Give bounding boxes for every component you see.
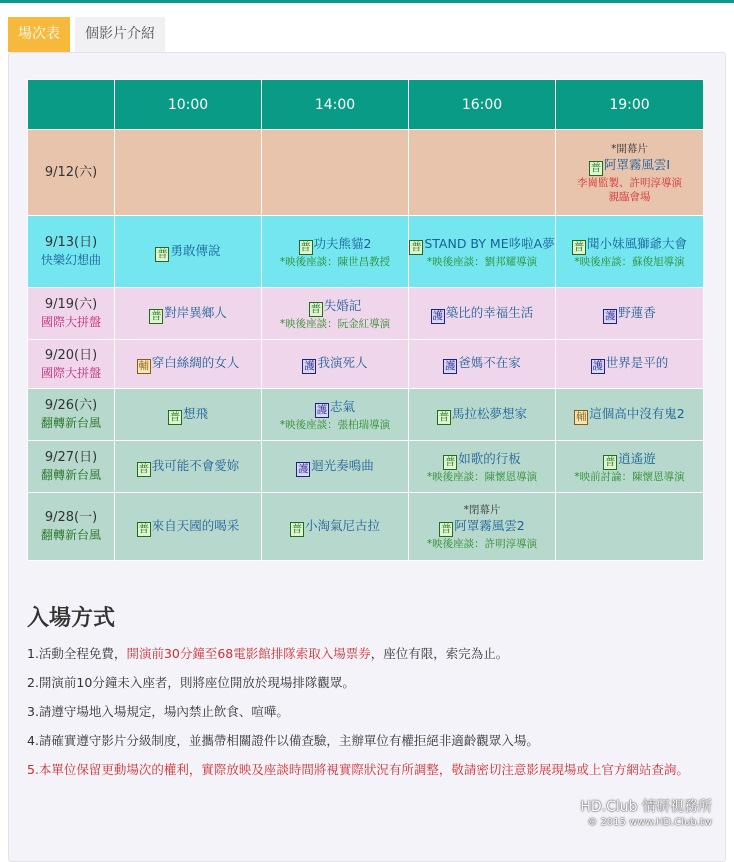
screening-cell [262, 130, 409, 216]
schedule-row [28, 130, 704, 216]
rating-badge: 輔 [138, 360, 149, 372]
screening-cell[interactable] [409, 389, 556, 441]
date-cell [28, 288, 115, 340]
rating-badge: 普 [157, 247, 168, 260]
screening-cell[interactable] [556, 340, 704, 389]
theme-label: 快樂幻想曲 [40, 253, 101, 267]
screening-cell [409, 130, 556, 216]
film-entry[interactable] [115, 457, 261, 477]
film-title[interactable]: 野蓮香 [618, 304, 656, 320]
film-entry[interactable] [262, 457, 408, 477]
film-entry[interactable] [409, 450, 555, 470]
rating-badge: 普 [300, 240, 311, 253]
film-entry[interactable] [115, 354, 261, 374]
header-time: 10:00 [115, 80, 262, 130]
schedule-row [28, 493, 704, 561]
date-label: 9/13(日) [44, 235, 98, 250]
film-entry[interactable] [115, 242, 261, 262]
rating-badge: 普 [150, 309, 162, 322]
film-entry[interactable] [556, 405, 703, 425]
film-entry[interactable] [556, 450, 703, 470]
rating-badge: 輔 [576, 410, 587, 423]
tab-bar [8, 17, 170, 52]
entry-rule-5: 5.本單位保留更動場次的權利，實際放映及座談時間將視實際狀況有所調整，敬請密切注意影展現場或上官方網站查詢。 [27, 762, 689, 777]
film-title[interactable]: 如歌的行板 [458, 450, 521, 466]
schedule-row [28, 288, 704, 340]
talk-note: *映前討論：陳懷恩導演 [574, 470, 685, 483]
film-title[interactable]: 我演死人 [317, 355, 368, 370]
film-entry[interactable] [409, 304, 555, 324]
film-entry[interactable] [115, 405, 261, 425]
film-entry[interactable] [409, 235, 555, 255]
screening-cell[interactable] [115, 340, 262, 389]
rule-text: 1.活動全程免費， [27, 646, 127, 661]
date-cell [28, 493, 115, 561]
rating-badge: 普 [138, 462, 149, 475]
film-title[interactable]: 世界是平的 [605, 355, 669, 370]
schedule-row [28, 216, 704, 288]
film-entry[interactable] [262, 354, 408, 374]
screening-cell[interactable] [262, 441, 409, 493]
schedule-row [28, 389, 704, 441]
theme-label: 翻轉新台風 [40, 416, 101, 430]
film-entry[interactable] [556, 156, 703, 176]
screening-cell[interactable] [115, 216, 262, 288]
screening-cell[interactable] [409, 493, 556, 561]
screening-cell[interactable] [262, 340, 409, 389]
film-entry[interactable] [262, 517, 408, 537]
guest-note: 親臨會場 [608, 190, 651, 203]
screening-cell[interactable] [115, 493, 262, 561]
film-entry[interactable] [556, 304, 703, 324]
film-title[interactable]: 馬拉松夢想家 [451, 405, 527, 421]
film-title[interactable]: 功夫熊貓2 [313, 235, 372, 251]
film-entry[interactable] [409, 405, 555, 425]
date-cell [28, 340, 115, 389]
film-title[interactable]: 來自天國的喝采 [151, 517, 240, 533]
schedule-header-row [28, 80, 704, 130]
rating-badge: 護 [592, 360, 603, 372]
opening-label: *閉幕片 [463, 503, 501, 516]
film-title[interactable]: 迴光奏鳴曲 [311, 457, 374, 473]
screening-cell[interactable] [556, 216, 704, 288]
film-entry[interactable] [115, 517, 261, 537]
screening-cell[interactable] [409, 288, 556, 340]
film-title[interactable]: 聞小妹風獅爺大會 [586, 235, 687, 251]
screening-cell [556, 493, 704, 561]
screening-cell[interactable] [262, 288, 409, 340]
watermark [580, 800, 712, 830]
film-entry[interactable] [115, 304, 261, 324]
film-title[interactable]: 志氣 [329, 398, 355, 414]
date-label: 9/27(日) [44, 450, 98, 465]
theme-label: 國際大拼盤 [40, 365, 101, 380]
date-cell [28, 216, 115, 288]
film-entry[interactable] [556, 354, 703, 374]
talk-note: *映後座談：許明淳導演 [426, 537, 538, 550]
date-cell [28, 130, 115, 216]
talk-note: *映後座談：蘇俊旭導演 [574, 255, 685, 268]
header-time: 19:00 [556, 80, 704, 130]
date-label: 9/12(六) [44, 164, 98, 180]
rating-badge: 普 [169, 410, 181, 423]
rating-badge: 普 [590, 161, 602, 174]
entry-heading: 入場方式 [27, 606, 116, 631]
talk-note: *映後座談：阮金紅導演 [279, 317, 391, 330]
screening-cell[interactable] [409, 216, 556, 288]
film-title[interactable]: 阿罩霧風雲I [603, 156, 671, 172]
rating-badge: 普 [441, 522, 452, 535]
film-title[interactable]: 我可能不會愛妳 [151, 457, 240, 473]
date-label: 9/20(日) [44, 347, 98, 363]
date-label: 9/28(一) [44, 510, 98, 525]
talk-note: *映後座談：陳世昌教授 [279, 255, 391, 268]
header-time: 16:00 [409, 80, 556, 130]
film-title[interactable]: 小淘氣尼古拉 [304, 517, 380, 533]
film-title[interactable]: 對岸異鄉人 [164, 304, 227, 320]
rating-badge: 護 [444, 360, 456, 372]
screening-cell[interactable] [262, 389, 409, 441]
entry-rule-4: 4.請確實遵守影片分級制度，並攜帶相關證件以備查驗，主辦單位有權拒絕非適齡觀眾入場。 [27, 733, 539, 748]
rating-badge: 普 [604, 455, 616, 468]
film-title[interactable]: 築比的幸福生活 [445, 304, 534, 320]
film-title[interactable]: 想飛 [182, 405, 208, 421]
entry-rule-3: 3.請遵守場地入場規定，場內禁止飲食、喧嘩。 [27, 704, 289, 719]
guest-note: 李崗監製、許明淳導演 [577, 176, 682, 189]
rating-badge: 普 [438, 410, 450, 423]
film-entry[interactable] [262, 398, 408, 418]
header-corner [28, 80, 115, 130]
screening-cell[interactable] [409, 340, 556, 389]
screening-cell[interactable] [556, 441, 704, 493]
rating-badge: 普 [444, 455, 456, 468]
opening-label: *開幕片 [611, 142, 648, 155]
rating-badge: 普 [573, 240, 585, 253]
rating-badge: 護 [432, 309, 443, 322]
screening-cell[interactable] [262, 216, 409, 288]
screening-cell[interactable] [115, 389, 262, 441]
film-title[interactable]: STAND BY ME哆啦A夢 [424, 235, 555, 251]
rating-badge: 護 [316, 403, 328, 416]
rule-highlight: 開演前30分鐘至68電影館排隊索取入場票券 [126, 646, 371, 661]
screening-cell[interactable] [262, 493, 409, 561]
screening-cell[interactable] [556, 389, 704, 441]
film-title[interactable]: 穿白絲綢的女人 [151, 355, 240, 370]
film-title[interactable]: 這個高中沒有鬼2 [589, 405, 685, 421]
schedule-row [28, 441, 704, 493]
film-entry[interactable] [262, 297, 408, 317]
film-title[interactable]: 阿罩霧風雲2 [454, 517, 525, 533]
rating-badge: 普 [291, 522, 303, 535]
theme-label: 翻轉新台風 [40, 528, 101, 542]
schedule-row [28, 340, 704, 389]
header-time: 14:00 [262, 80, 409, 130]
screening-cell[interactable] [409, 441, 556, 493]
film-title[interactable]: 逍遙遊 [618, 450, 656, 466]
film-entry[interactable] [409, 517, 555, 537]
date-cell [28, 389, 115, 441]
talk-note: *映後座談：劉邦耀導演 [426, 255, 538, 268]
screening-cell[interactable] [115, 288, 262, 340]
film-title[interactable]: 失婚記 [323, 297, 362, 313]
film-title[interactable]: 爸媽不在家 [458, 355, 521, 370]
film-title[interactable]: 勇敢傳說 [170, 242, 221, 258]
film-entry[interactable] [556, 235, 703, 255]
top-accent-bar [0, 0, 734, 3]
theme-label: 國際大拼盤 [40, 315, 101, 329]
date-label: 9/26(六) [44, 398, 98, 413]
screening-cell[interactable] [556, 130, 704, 216]
watermark-line2: © 2015 www.HD.Club.tw [587, 817, 712, 828]
watermark-line1: HD.Club 情研視務所 [580, 799, 712, 815]
talk-note: *映後座談：陳懷恩導演 [426, 470, 538, 483]
talk-note: *映後座談：張柏瑞導演 [279, 418, 391, 431]
rating-badge: 護 [297, 462, 309, 475]
entry-rules-section [27, 601, 717, 789]
theme-label: 翻轉新台風 [40, 468, 101, 482]
screening-cell[interactable] [115, 441, 262, 493]
tab-film-intro[interactable]: 個影片介紹 [75, 17, 165, 52]
screening-cell [115, 130, 262, 216]
rating-badge: 普 [138, 522, 149, 535]
content-panel [8, 52, 726, 862]
entry-rule-2: 2.開演前10分鐘未入座者，則將座位開放於現場排隊觀眾。 [27, 675, 355, 690]
film-entry[interactable] [409, 354, 555, 374]
rating-badge: 護 [304, 360, 315, 372]
rating-badge: 普 [411, 240, 422, 253]
tab-schedule[interactable]: 場次表 [8, 17, 70, 52]
rating-badge: 護 [604, 309, 616, 322]
screening-cell[interactable] [556, 288, 704, 340]
schedule-table [27, 79, 704, 561]
date-label: 9/19(六) [44, 297, 98, 312]
date-cell [28, 441, 115, 493]
entry-rule-1 [27, 644, 717, 664]
film-entry[interactable] [262, 235, 408, 255]
rule-text: ，座位有限，索完為止。 [370, 646, 509, 661]
rating-badge: 普 [310, 302, 321, 315]
